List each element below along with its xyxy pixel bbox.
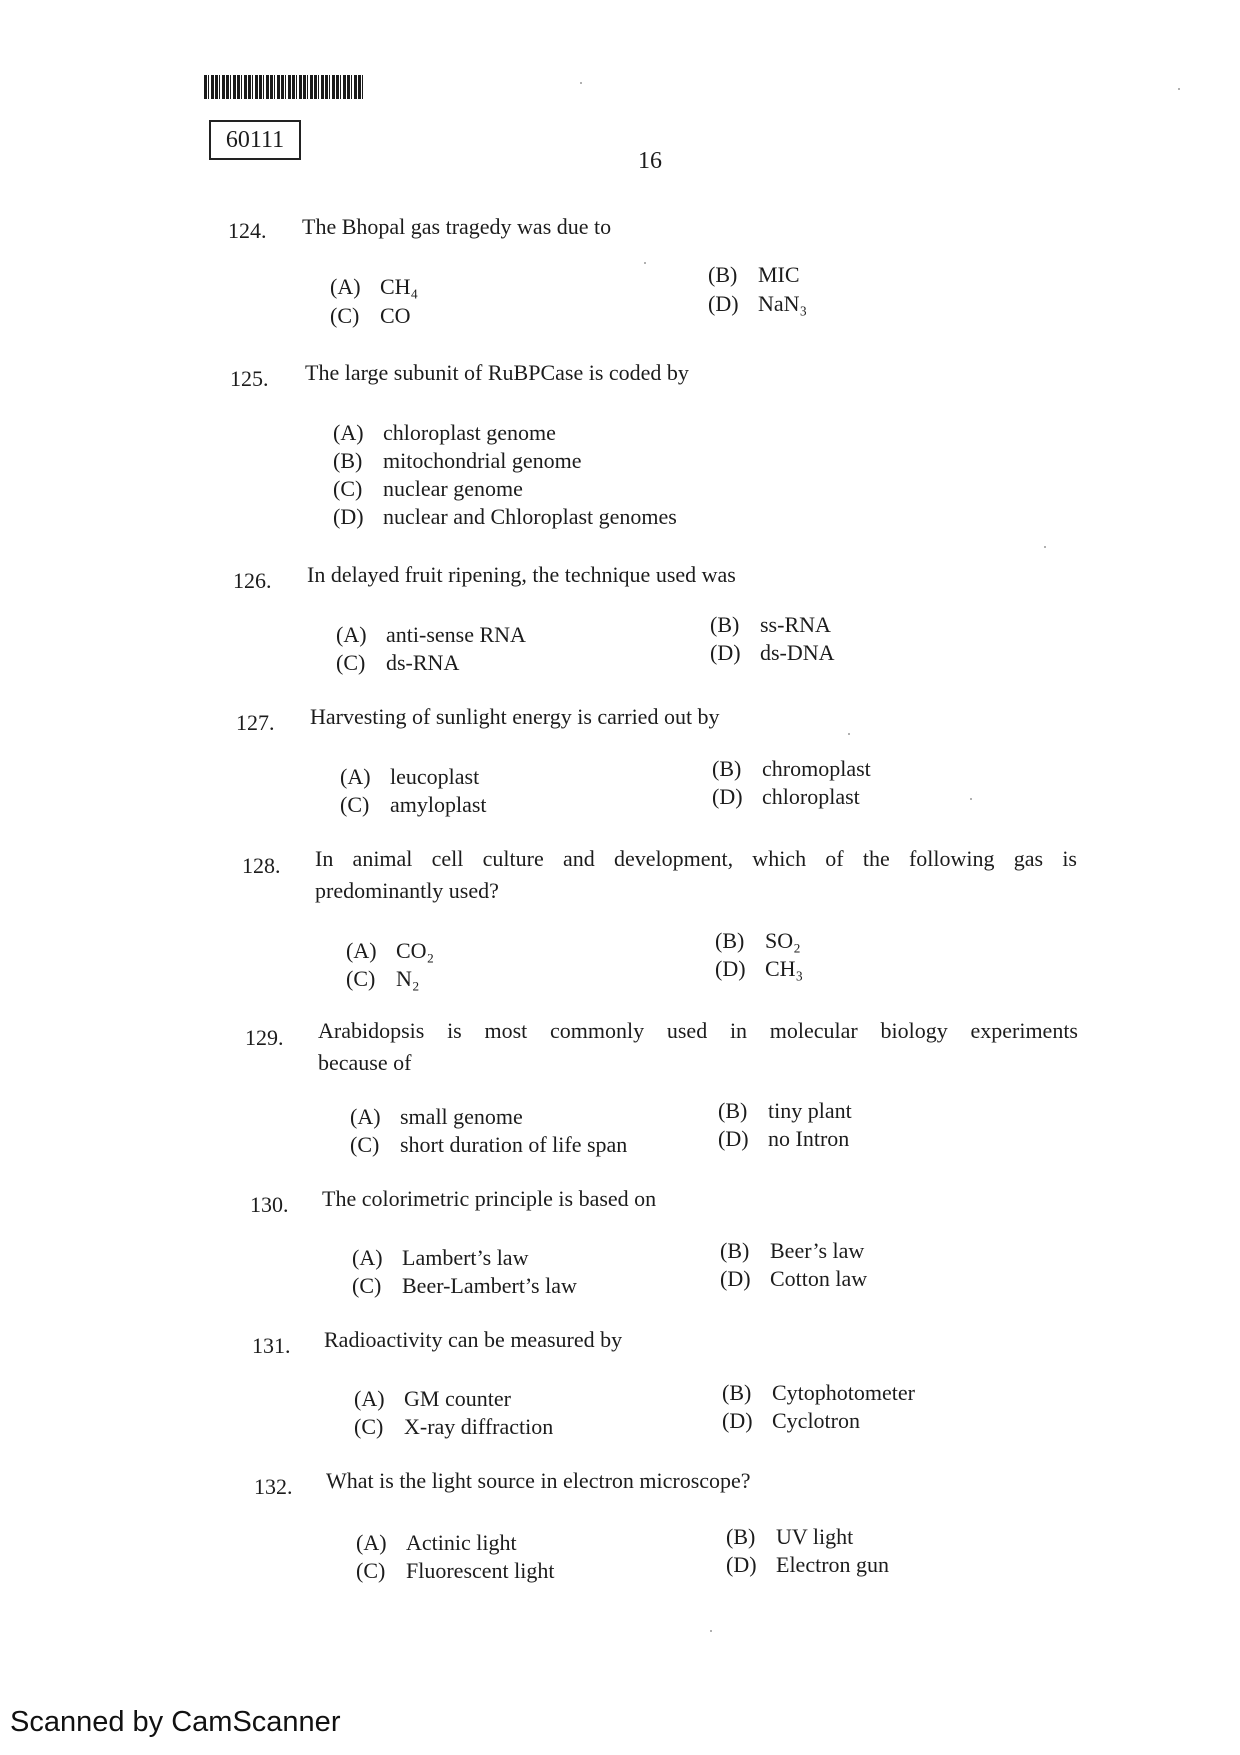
- option-b: (B) tiny plant: [718, 1098, 852, 1123]
- option-a: (A) anti-sense RNA: [336, 622, 526, 647]
- option-b: (B) MIC: [708, 262, 800, 287]
- option-b: (B) Cytophotometer: [722, 1380, 915, 1405]
- option-a: (A) leucoplast: [340, 764, 480, 789]
- option-d: (D) Electron gun: [726, 1552, 890, 1577]
- page-number: 16: [638, 148, 662, 174]
- option-d: (D) NaN₃: [708, 291, 808, 316]
- option-d: (D) Cyclotron: [722, 1408, 860, 1433]
- scan-speck: [970, 798, 972, 800]
- option-d: (D) CH₃: [715, 956, 804, 981]
- question-text: Radioactivity can be measured by: [324, 1327, 623, 1352]
- question-text: What is the light source in electron microscope?: [326, 1468, 751, 1493]
- scan-speck: [848, 733, 850, 735]
- option-d: (D) nuclear and Chloroplast genomes: [333, 504, 677, 529]
- scan-speck: [710, 1630, 712, 1632]
- option-c: (C) short duration of life span: [350, 1132, 628, 1157]
- scan-speck: [580, 82, 582, 84]
- option-a: (A) small genome: [350, 1104, 523, 1129]
- option-c: (C) X-ray diffraction: [354, 1414, 554, 1439]
- question-number: 124.: [228, 218, 267, 243]
- option-d: (D) Cotton law: [720, 1266, 868, 1291]
- option-d: (D) no Intron: [718, 1126, 850, 1151]
- question-text: The Bhopal gas tragedy was due to: [302, 214, 612, 239]
- option-a: (A) CO₂: [346, 938, 435, 963]
- option-b: (B) Beer’s law: [720, 1238, 865, 1263]
- question-text-line1: Arabidopsis is most commonly used in molecular biology experiments: [318, 1018, 1078, 1043]
- question-number: 130.: [250, 1192, 289, 1217]
- option-a: (A) CH₄: [330, 274, 419, 299]
- question-text-line1: In animal cell culture and development, which of the following gas is: [315, 846, 1077, 871]
- question-number: 128.: [242, 853, 281, 878]
- option-a: (A) GM counter: [354, 1386, 511, 1411]
- scan-speck: [1178, 88, 1180, 90]
- option-d: (D) chloroplast: [712, 784, 860, 809]
- question-text: The large subunit of RuBPCase is coded by: [305, 360, 689, 385]
- option-b: (B) chromoplast: [712, 756, 871, 781]
- question-text: The colorimetric principle is based on: [322, 1186, 657, 1211]
- option-c: (C) amyloplast: [340, 792, 487, 817]
- question-number: 132.: [254, 1474, 293, 1499]
- option-c: (C) ds-RNA: [336, 650, 460, 675]
- option-a: (A) Actinic light: [356, 1530, 517, 1555]
- option-b: (B) UV light: [726, 1524, 854, 1549]
- paper-code: 60111: [209, 120, 301, 160]
- scan-speck: [1044, 546, 1046, 548]
- scan-speck: [644, 262, 646, 264]
- option-c: (C) Beer-Lambert’s law: [352, 1273, 577, 1298]
- question-text-line2: because of: [318, 1050, 412, 1075]
- option-d: (D) ds-DNA: [710, 640, 835, 665]
- option-c: (C) Fluorescent light: [356, 1558, 555, 1583]
- question-number: 131.: [252, 1333, 291, 1358]
- option-c: (C) CO: [330, 303, 411, 328]
- option-c: (C) N₂: [346, 966, 420, 991]
- option-a: (A) Lambert’s law: [352, 1245, 529, 1270]
- scanner-watermark: Scanned by CamScanner: [10, 1706, 341, 1738]
- question-text: Harvesting of sunlight energy is carried out by: [310, 704, 720, 729]
- option-b: (B) SO₂: [715, 928, 801, 953]
- question-text: In delayed fruit ripening, the technique used was: [307, 562, 736, 587]
- question-number: 127.: [236, 710, 275, 735]
- barcode: [204, 75, 364, 99]
- question-number: 129.: [245, 1025, 284, 1050]
- question-number: 125.: [230, 366, 269, 391]
- option-c: (C) nuclear genome: [333, 476, 523, 501]
- option-b: (B) ss-RNA: [710, 612, 831, 637]
- option-a: (A) chloroplast genome: [333, 420, 556, 445]
- question-number: 126.: [233, 568, 272, 593]
- question-text-line2: predominantly used?: [315, 878, 499, 903]
- option-b: (B) mitochondrial genome: [333, 448, 582, 473]
